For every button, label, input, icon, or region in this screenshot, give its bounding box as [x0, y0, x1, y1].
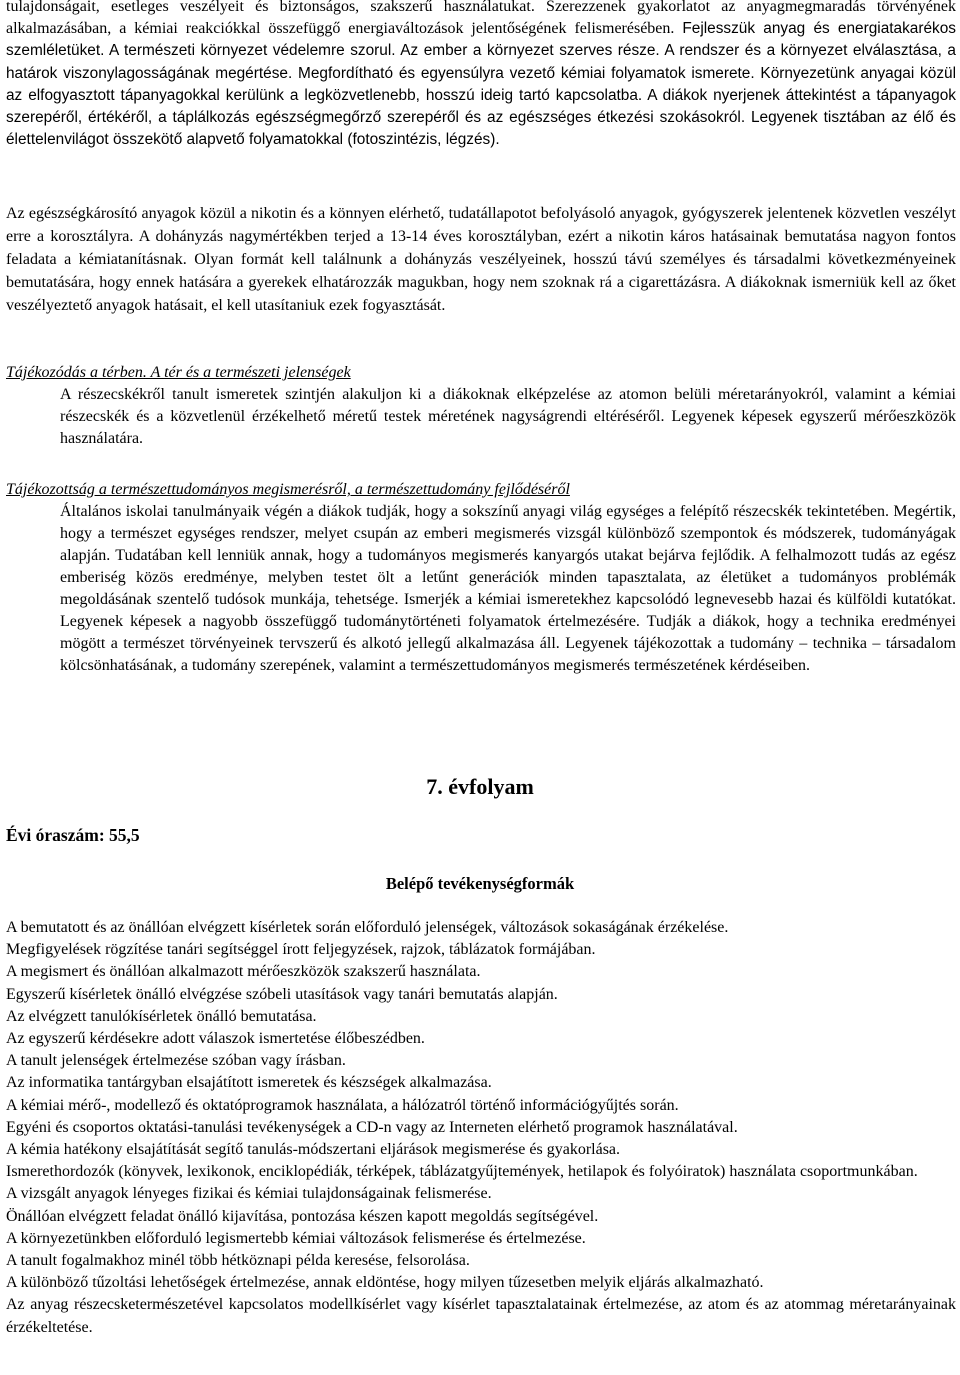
list-item: A különböző tűzoltási lehetőségek értelmezése, annak eldöntése, hogy milyen tűzesetben melyik eljárás alkalmazható.: [6, 1274, 764, 1292]
annual-hours: Évi óraszám: 55,5: [6, 825, 140, 845]
section-heading-science: Tájékozottság a természettudományos megismerésről, a természettudomány fejlődéséről: [6, 481, 570, 498]
list-item: Ismerethordozók (könyvek, lexikonok, enciklopédiák, térképek, táblázatgyűjtemények, hetilapok és folyóiratok) használata csoportmunkában.: [6, 1163, 918, 1181]
intro-sentence-1: tulajdonságait, esetleges veszélyeit és biztonságos, szakszerű használatukat. Szerezzenek gyakorlatot az anyagmegmaradás törvényének alkalmazásában, a kémiai reakciókkal összefüggő energiaváltozások jelentőségének felismerésében.: [6, 0, 956, 38]
list-item: Az egyszerű kérdésekre adott válaszok ismertetése élőbeszédben.: [6, 1030, 425, 1048]
list-item: A kémiai mérő-, modellező és oktatóprogramok használata, a hálózatról történő információgyűjtés során.: [6, 1096, 679, 1114]
list-item: A környezetünkben előforduló legismertebb kémiai változások felismerése és értelmezése.: [6, 1229, 586, 1247]
activities-title: Belépő tevékenységformák: [385, 874, 575, 893]
health-paragraph: Az egészségkárosító anyagok közül a nikotin és a könnyen elérhető, tudatállapotot befolyásoló anyagok, gyógyszerek jelentenek közvetlen veszélyt erre a korosztályra. A dohányzás nagymértékben terjed a 13-14 éves korosztályban, ezért a nikotin káros hatásainak bemutatása nagyon fontos feladata a kémiatanításnak. Olyan formát kell találnunk a dohányzás veszélyeinek, hosszú távú személyes és társadalmi következményeinek bemutatására, hogy ennek hatására a gyerekek elhatározzák magukban, hogy nem szoknak rá a cigarettázásra. A diákoknak ismerniük kell az őket veszélyeztető anyagok hatásait, el kell utasítaniuk ezek fogyasztását.: [6, 205, 956, 314]
list-item: A megismert és önállóan alkalmazott mérőeszközök szakszerű használata.: [6, 963, 481, 981]
list-item: A tanult fogalmakhoz minél több hétköznapi példa keresése, felsorolása.: [6, 1252, 470, 1270]
intro-sentence-2: Fejlesszük anyag és energiatakarékos szemléletüket. A természeti környezet védelemre szorul. Az ember a környezet szerves része. A rendszer és a környezet elválasztása, a határok viszonylagosságának megértése. Megfordítható és egyensúlyra vezető kémiai folyamatok ismerete. Környezetünk anyagai közül az elfogyasztott tápanyagokkal kerülünk a legközvetlenebb, hosszú ideig tartó kapcsolatba. A diákok nyerjenek áttekintést a tápanyagok szerepéről, értékéről, a táplálkozás egészségmegőrző szerepéről és az egészséges étkezési szokásokról. Legyenek tisztában az élő és élettelenvilágot összekötő alapvető folyamatokkal (fotoszintézis, légzés).: [6, 20, 956, 149]
activities-list: [6, 917, 956, 1339]
intro-paragraph: [6, 0, 956, 151]
grade-title: 7. évfolyam: [426, 774, 534, 799]
list-item: Egyszerű kísérletek önálló elvégzése szóbeli utasítások vagy tanári bemutatás alapján.: [6, 985, 558, 1003]
list-item: A kémia hatékony elsajátítását segítő tanulás-módszertani eljárások megismerése és gyakorlása.: [6, 1141, 621, 1159]
list-item: Az informatika tantárgyban elsajátított ismeretek és készségek alkalmazása.: [6, 1074, 492, 1092]
list-item: A bemutatott és az önállóan elvégzett kísérletek során előforduló jelenségek, változások sokaságának érzékelése.: [6, 919, 729, 936]
list-item: Az elvégzett tanulókísérletek önálló bemutatása.: [6, 1007, 317, 1025]
list-item: Önállóan elvégzett feladat önálló kijavítása, pontozása készen kapott megoldás segítségével.: [6, 1207, 599, 1225]
list-item: Az anyag részecsketermészetével kapcsolatos modellkísérlet vagy kísérlet tapasztalatainak értelmezése, az atom és az atommag méretarányainak érzékeltetése.: [6, 1296, 956, 1336]
section-body-science: Általános iskolai tanulmányaik végén a diákok tudják, hogy a sokszínű anyagi világ egységes a felépítő részecskék tekintetében. Megértik, hogy a természet egységes rendszer, melyet csupán az emberi megismerés vizsgál különböző szempontok és módszerek, tudományágak alapján. Tudatában kell lenniük annak, hogy a tudományos megismerés kanyargós utakat bejárva fejlődik. A felhalmozott tudás az egész emberiség közös eredménye, melyben testet ölt a letűnt generációk minden tapasztalata, az életüket a tudományos problémák megoldásának szentelő tudósok munkája, tehetsége. Ismerjék a kémiai ismeretekhez kapcsolódó legnevesebb hazai és külföldi kutatókat. Legyenek képesek a nagyobb összefüggő tudománytörténeti folyamatok értelmezésére. Tudják a diákok, hogy a technika eredményei mögött a természet törvényeinek tervszerű és alkotó jellegű alkalmazása áll. Legyenek tájékozottak a tudomány – technika – társadalom kölcsönhatásának, a tudomány szerepének, valamint a természettudományos megismerés természetének kérdéseiben.: [60, 503, 956, 674]
section-heading-space: Tájékozódás a térben. A tér és a természeti jelenségek: [6, 364, 351, 381]
list-item: A vizsgált anyagok lényeges fizikai és kémiai tulajdonságainak felismerése.: [6, 1185, 492, 1203]
list-item: A tanult jelenségek értelmezése szóban vagy írásban.: [6, 1052, 346, 1070]
list-item: Megfigyelések rögzítése tanári segítséggel írott feljegyzések, rajzok, táblázatok formájában.: [6, 941, 596, 959]
section-body-space: A részecskékről tanult ismeretek szintjén alakuljon ki a diákoknak elképzelése az atomon belüli méretarányokról, valamint a kémiai részecskék és a közvetlenül érzékelhető méretű testek méretének nagyságrendi eltéréséről. Legyenek képesek egyszerű mérőeszközök használatára.: [60, 386, 956, 447]
list-item: Egyéni és csoportos oktatási-tanulási tevékenységek a CD-n vagy az Interneten elérhető programok használatával.: [6, 1118, 738, 1136]
